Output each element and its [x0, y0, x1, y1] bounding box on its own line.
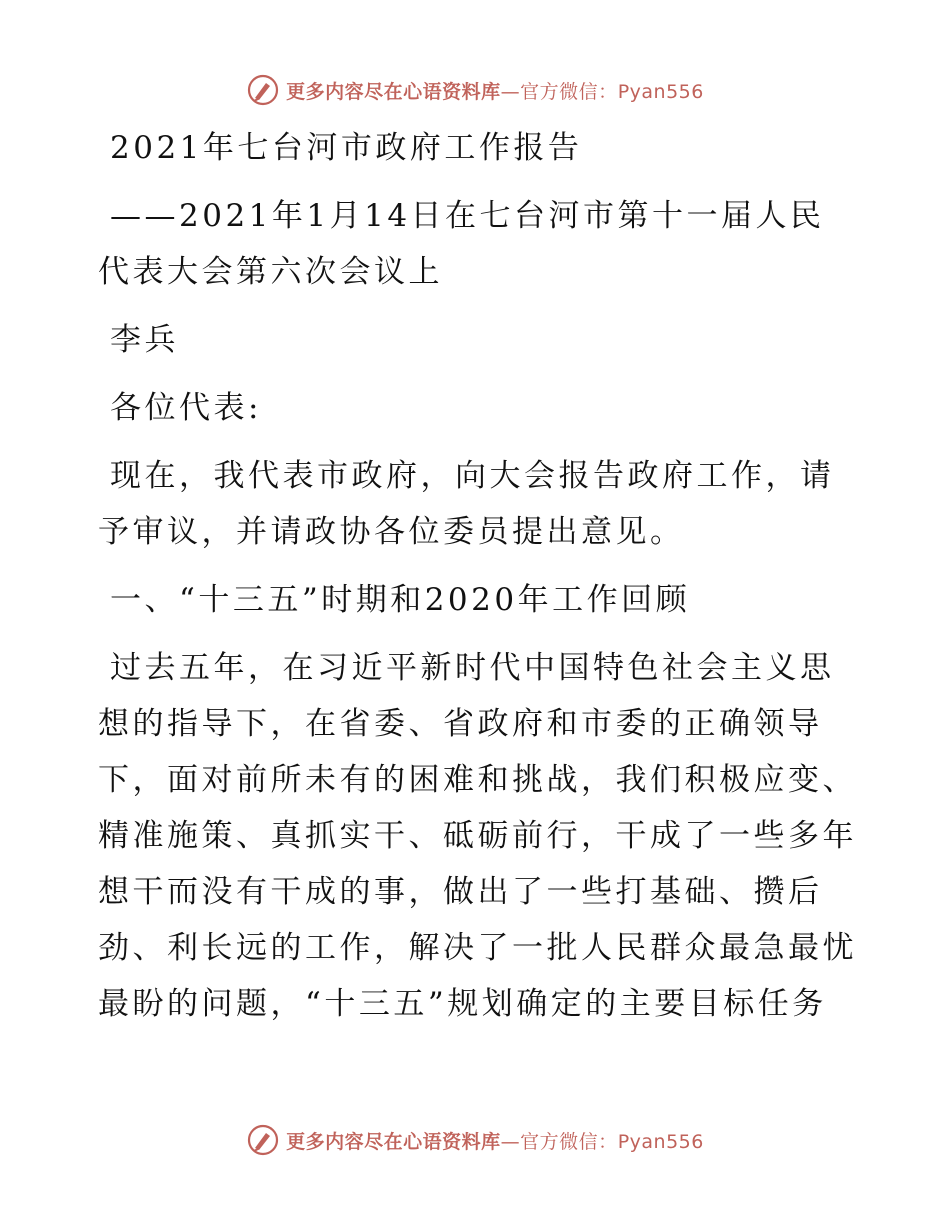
- section-heading: 一、“十三五”时期和2020年工作回顾: [110, 582, 691, 618]
- document-salutation: 各位代表:: [110, 390, 262, 426]
- document-subtitle: ——2021年1月14日在七台河市第十一届人民代表大会第六次会议上: [98, 198, 825, 290]
- pen-seal-icon: [246, 73, 280, 107]
- document-body: [98, 120, 858, 1044]
- footer-watermark: [0, 1120, 950, 1160]
- watermark-text: 更多内容尽在心语资料库—官方微信：Pyan556: [286, 80, 704, 103]
- pen-seal-icon: [246, 1123, 280, 1157]
- header-watermark: [0, 70, 950, 110]
- watermark-text: 更多内容尽在心语资料库—官方微信：Pyan556: [286, 1130, 704, 1153]
- document-author: 李兵: [110, 322, 179, 358]
- paragraph: 现在，我代表市政府，向大会报告政府工作，请予审议，并请政协各位委员提出意见。: [98, 458, 835, 550]
- document-title: 2021年七台河市政府工作报告: [110, 130, 583, 166]
- paragraph: 过去五年，在习近平新时代中国特色社会主义思想的指导下，在省委、省政府和市委的正确领导下，面对前所未有的困难和挑战，我们积极应变、精准施策、真抓实干、砥砺前行，干成了一些多年想干而没有干成的事，做出了一些打基础、攒后劲、利长远的工作，解决了一批人民群众最急最忧最盼的问题，“十三五”规划确定的主要目标任务: [98, 650, 857, 1022]
